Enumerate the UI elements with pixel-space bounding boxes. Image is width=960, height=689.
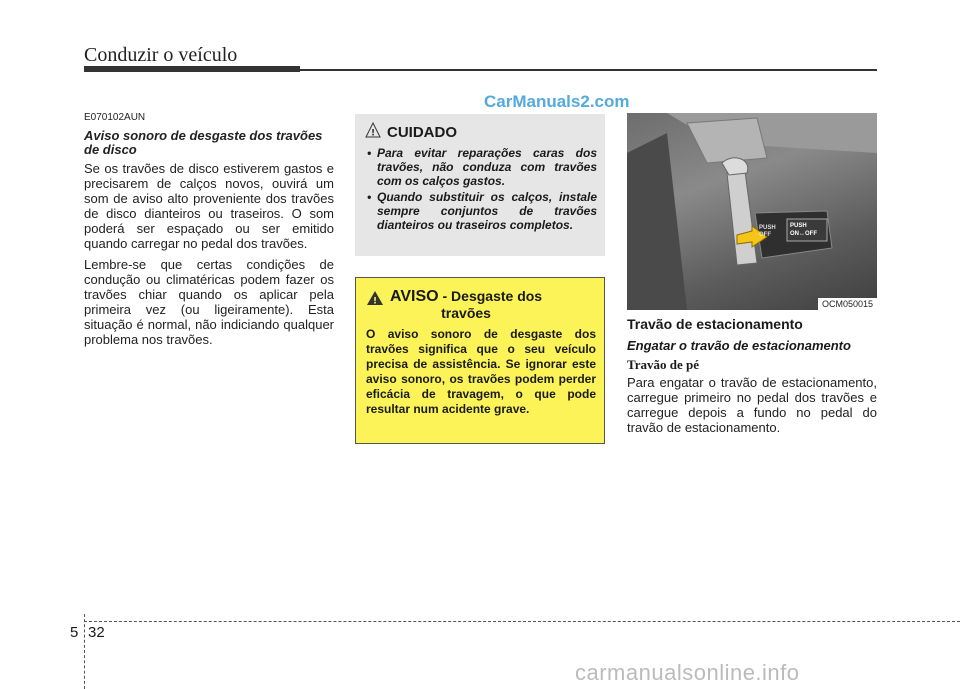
section-subtitle: Aviso sonoro de desgaste dos travões de disco (84, 128, 323, 157)
caution-item: • Quando substituir os calços, instale sempre conjuntos de travões dianteiros ou traseiros completos. (367, 190, 597, 232)
header-bar-thick (84, 66, 300, 72)
right-column (627, 316, 877, 441)
caution-item: • Para evitar reparações caras dos travões, não conduza com travões com os calços gastos. (367, 146, 597, 188)
warning-triangle-icon (366, 290, 384, 311)
pedal-illustration (627, 113, 877, 310)
section-title: Travão de estacionamento (627, 316, 803, 332)
page-header-title: Conduzir o veículo (84, 44, 238, 66)
watermark-top[interactable]: CarManuals2.com (484, 92, 630, 111)
footer-divider (84, 614, 85, 689)
caution-header (365, 122, 597, 142)
chapter-number: 5 (70, 624, 79, 641)
parking-brake-photo (627, 113, 877, 310)
caution-title: CUIDADO (387, 123, 457, 141)
caution-box (355, 114, 605, 256)
svg-text:!: ! (372, 296, 378, 306)
svg-text:!: ! (370, 128, 376, 138)
caution-list (365, 146, 597, 232)
warning-title: AVISO - Desgaste dos travões (390, 288, 543, 321)
warning-header (366, 288, 596, 321)
warning-box (355, 277, 605, 444)
header-rule (300, 69, 877, 71)
warning-text: O aviso sonoro de desgaste dos travões significa que o seu veículo precisa de assistência. Se ignorar este aviso sonoro, os travões podem perder eficácia de travagem, o que pode resultar num acidente grave. (366, 327, 596, 416)
left-column (84, 112, 334, 353)
page-number: 32 (88, 624, 105, 641)
paragraph-right: Para engatar o travão de estacionamento, carregue primeiro no pedal dos travões e carregue depois a fundo no pedal do travão de estacionamento. (627, 375, 877, 435)
footer-rule (84, 621, 960, 622)
section-subtitle-italic: Engatar o travão de estacionamento (627, 338, 851, 353)
section-subtitle-serif: Travão de pé (627, 357, 699, 372)
photo-label-push-right: PUSH ON↔OFF (790, 223, 817, 237)
caution-triangle-icon (365, 122, 381, 142)
section-code: E070102AUN (84, 112, 146, 123)
paragraph-1: Se os travões de disco estiverem gastos e precisarem de calços novos, ouvirá um som de aviso alto proveniente dos travões de disco dianteiros ou traseiros. O som poderá ser espaçado ou ser emitido quando carregar no pedal dos travões. (84, 161, 334, 251)
photo-label-push-left: PUSH OFF (759, 225, 776, 238)
paragraph-2: Lembre-se que certas condições de condução ou climatéricas podem fazer os travões chiar quando os aplicar pela primeira vez (ou ligeiramente). Esta situação é normal, não indiciando qualquer problema nos travões. (84, 257, 334, 347)
photo-caption: OCM050015 (818, 298, 877, 310)
watermark-bottom[interactable]: carmanualsonline.info (575, 660, 800, 685)
